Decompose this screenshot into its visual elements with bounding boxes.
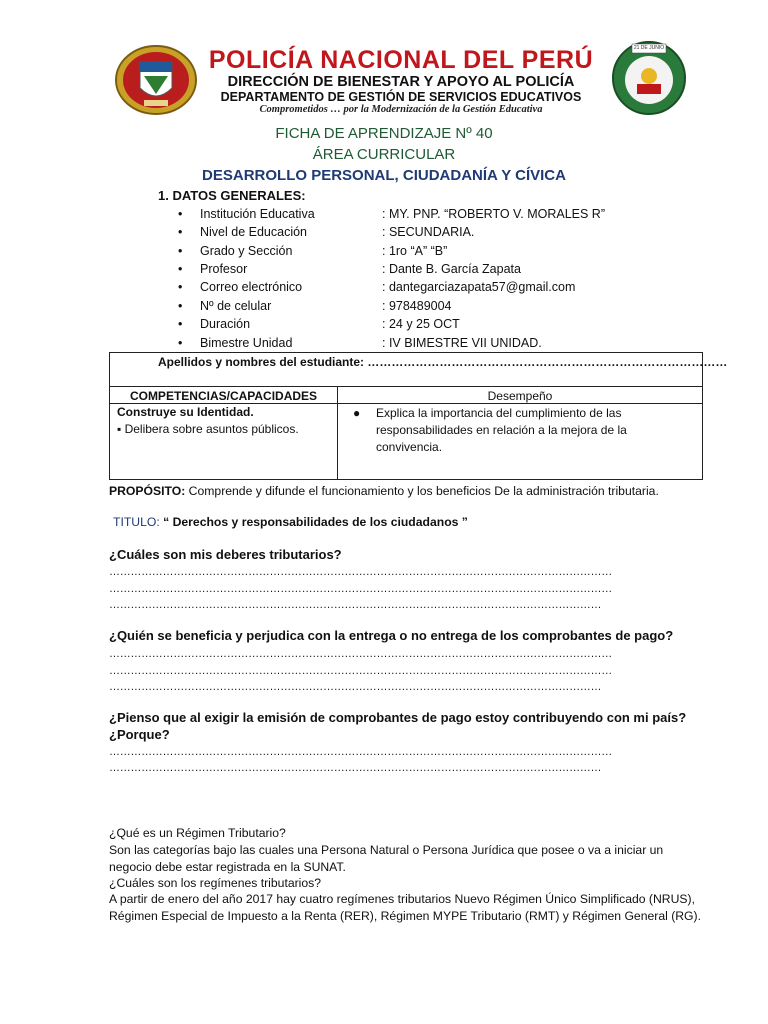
answer-line[interactable]: ……………………………………………………………………………………………………………………………	[109, 648, 612, 660]
info-label: Institución Educativa	[200, 207, 315, 221]
titulo-label: TITULO:	[113, 515, 160, 529]
bullet: •	[178, 262, 183, 276]
question-3-porque: ¿Porque?	[109, 727, 170, 742]
answer-line[interactable]: …………………………………………………………………………………………………………………………	[109, 599, 602, 611]
regimenes-question: ¿Cuáles son los regímenes tributarios?	[109, 876, 322, 890]
regimen-answer: Son las categorías bajo las cuales una Persona Natural o Persona Jurídica que posee o va a iniciar un negocio debe estar registrada en la SUNAT.	[109, 843, 664, 874]
bullet: •	[178, 225, 183, 239]
info-value: : IV BIMESTRE VII UNIDAD.	[382, 336, 542, 350]
titulo-text: “ Derechos y responsabilidades de los ciudadanos ”	[159, 515, 468, 529]
info-value: : Dante B. García Zapata	[382, 262, 521, 276]
titulo	[113, 515, 468, 529]
info-value: : 978489004	[382, 299, 452, 313]
capacidad-item: ▪ Delibera sobre asuntos públicos.	[117, 422, 299, 436]
section-heading: 1. DATOS GENERALES:	[158, 188, 306, 203]
divider	[110, 403, 702, 404]
bullet: •	[178, 207, 183, 221]
ficha-title: FICHA DE APRENDIZAJE Nº 40	[275, 125, 493, 142]
answer-line[interactable]: ……………………………………………………………………………………………………………………………	[109, 746, 612, 758]
question-3: ¿Pienso que al exigir la emisión de comprobantes de pago estoy contribuyendo con mi país?	[109, 710, 687, 725]
area-title: ÁREA CURRICULAR	[312, 146, 456, 163]
pnp-crest-logo	[114, 44, 198, 116]
answer-line[interactable]: ……………………………………………………………………………………………………………………………	[109, 665, 612, 677]
email-value: : dantegarciazapata57@gmail.com	[382, 280, 576, 294]
bullet: •	[178, 244, 183, 258]
proposito-text: Comprende y difunde el funcionamiento y los beneficios De la administración tributaria.	[185, 484, 659, 498]
question-2: ¿Quién se beneficia y perjudica con la entrega o no entrega de los comprobantes de pago?	[109, 628, 674, 643]
competencia-title: Construye su Identidad.	[117, 405, 254, 419]
answer-line[interactable]: ……………………………………………………………………………………………………………………………	[109, 583, 612, 595]
info-label: Bimestre Unidad	[200, 336, 293, 350]
bullet: ●	[353, 406, 361, 420]
answer-line[interactable]: …………………………………………………………………………………………………………………………	[109, 762, 602, 774]
answer-line[interactable]: …………………………………………………………………………………………………………………………	[109, 681, 602, 693]
answer-line[interactable]: ……………………………………………………………………………………………………………………………	[109, 566, 612, 578]
competencias-table	[109, 352, 728, 480]
proposito-label: PROPÓSITO:	[109, 484, 186, 498]
logo-banner-text: 21 DE JUNIO	[633, 45, 665, 51]
header-desempeno: Desempeño	[487, 389, 553, 403]
proposito	[109, 484, 659, 498]
info-value: : 1ro “A” “B”	[382, 244, 448, 258]
info-value: : MY. PNP. “ROBERTO V. MORALES R”	[382, 207, 605, 221]
bullet: •	[178, 299, 183, 313]
info-label: Grado y Sección	[200, 244, 293, 258]
info-label: Nº de celular	[200, 299, 272, 313]
info-label: Duración	[200, 317, 251, 331]
info-label: Nivel de Educación	[200, 225, 308, 239]
header-competencias: COMPETENCIAS/CAPACIDADES	[129, 389, 318, 403]
school-crest-logo	[610, 40, 688, 116]
regimenes-answer: A partir de enero del año 2017 hay cuatro regímenes tributarios Nuevo Régimen Único Simplificado (NRUS), Régimen Especial de Impuesto a la Renta (RER), Régimen MYPE Tributario (RMT) y Régimen General (RG).	[109, 892, 701, 923]
info-label: Profesor	[200, 262, 248, 276]
regimen-question: ¿Qué es un Régimen Tributario?	[109, 826, 286, 840]
bullet: •	[178, 317, 183, 331]
info-label: Correo electrónico	[200, 280, 303, 294]
desempeno-text: Explica la importancia del cumplimiento de las responsabilidades en relación a la mejora de la convivencia.	[376, 406, 627, 454]
student-name-field[interactable]: Apellidos y nombres del estudiante: ………………………………………………………………………………	[158, 355, 728, 369]
institution-title: POLICÍA NACIONAL DEL PERÚ	[208, 46, 594, 74]
motto: Comprometidos … por la Modernización de la Gestión Educativa	[259, 104, 543, 115]
info-value: : SECUNDARIA.	[382, 225, 475, 239]
bullet: •	[178, 336, 183, 350]
question-1: ¿Cuáles son mis deberes tributarios?	[109, 547, 342, 562]
info-value: : 24 y 25 OCT	[382, 317, 460, 331]
direction-name: DIRECCIÓN DE BIENESTAR Y APOYO AL POLICÍA	[227, 74, 575, 90]
department-name: DEPARTAMENTO DE GESTIÓN DE SERVICIOS EDUCATIVOS	[220, 90, 582, 104]
divider	[110, 386, 702, 387]
bullet: •	[178, 280, 183, 294]
course-title: DESARROLLO PERSONAL, CIUDADANÍA Y CÍVICA	[202, 167, 566, 184]
